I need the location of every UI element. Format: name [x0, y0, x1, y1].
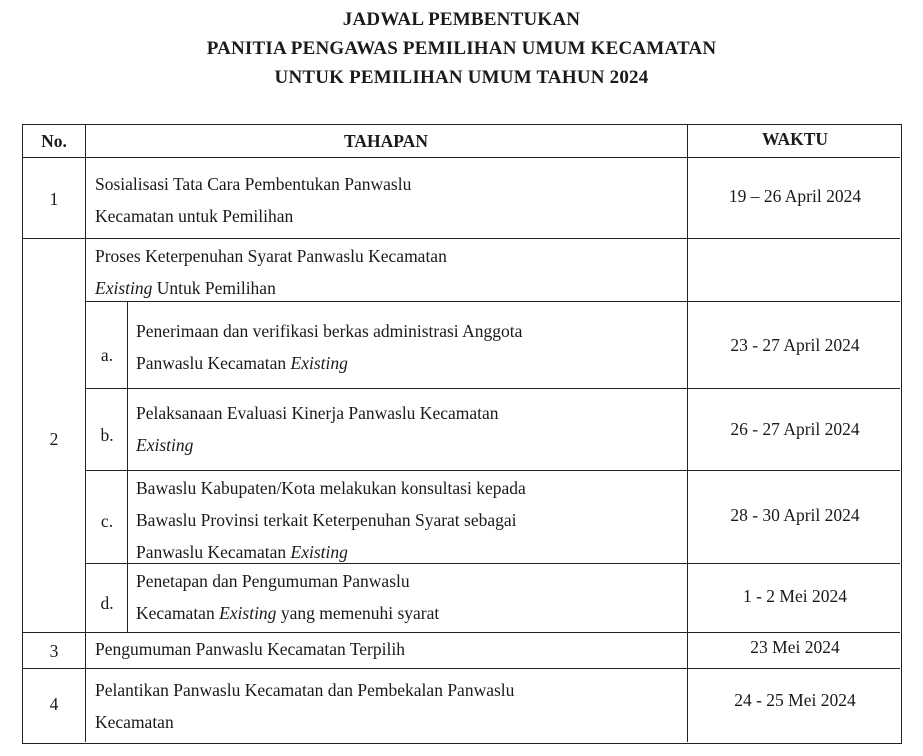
row-2d-stage: Penetapan dan Pengumuman Panwaslu Kecamatan Existing yang memenuhi syarat [136, 571, 440, 623]
document-title-line-2: PANITIA PENGAWAS PEMILIHAN UMUM KECAMATAN [206, 38, 717, 59]
schedule-table [22, 124, 902, 744]
row-2c-stage: Bawaslu Kabupaten/Kota melakukan konsultasi kepada Bawaslu Provinsi terkait Keterpenuhan Syarat sebagai Panwaslu Kecamatan Existing [136, 478, 526, 562]
row-2b-time: 26 - 27 April 2024 [730, 419, 860, 439]
row-4-time: 24 - 25 Mei 2024 [734, 690, 856, 710]
row-2c-letter: c. [100, 511, 114, 531]
row-divider-1 [23, 238, 900, 239]
row-2a-time: 23 - 27 April 2024 [730, 335, 860, 355]
row-3-stage: Pengumuman Panwaslu Kecamatan Terpilih [95, 639, 405, 659]
row-2c-time: 28 - 30 April 2024 [730, 505, 860, 525]
row-1-number: 1 [49, 189, 59, 209]
header-divider [23, 157, 900, 158]
header-waktu: WAKTU [761, 129, 829, 149]
header-no: No. [41, 131, 67, 151]
row-2a-stage: Penerimaan dan verifikasi berkas administrasi Anggota Panwaslu Kecamatan Existing [136, 321, 523, 373]
row-2d-letter: d. [100, 593, 114, 613]
row-3-time: 23 Mei 2024 [750, 637, 840, 657]
header-tahapan: TAHAPAN [344, 131, 428, 151]
row-2d-time: 1 - 2 Mei 2024 [742, 586, 848, 606]
row-2-number: 2 [49, 429, 59, 449]
row-2b-stage: Pelaksanaan Evaluasi Kinerja Panwaslu Kecamatan Existing [136, 403, 499, 455]
row-4-stage: Pelantikan Panwaslu Kecamatan dan Pembekalan Panwaslu Kecamatan [95, 680, 515, 732]
row-divider-2b [85, 470, 900, 471]
row-1-time: 19 – 26 April 2024 [728, 186, 862, 206]
row-1-stage: Sosialisasi Tata Cara Pembentukan Panwaslu Kecamatan untuk Pemilihan [95, 174, 412, 226]
row-2-stage: Proses Keterpenuhan Syarat Panwaslu Kecamatan Existing Untuk Pemilihan [95, 246, 447, 298]
row-2a-letter: a. [100, 345, 114, 365]
document-title-line-1: JADWAL PEMBENTUKAN [342, 9, 581, 30]
row-divider-3 [23, 668, 900, 669]
row-3-number: 3 [49, 641, 59, 661]
document-title-line-3: UNTUK PEMILIHAN UMUM TAHUN 2024 [274, 67, 649, 88]
row-2b-letter: b. [100, 425, 114, 445]
row-divider-2a [85, 388, 900, 389]
row-4-number: 4 [49, 694, 59, 714]
